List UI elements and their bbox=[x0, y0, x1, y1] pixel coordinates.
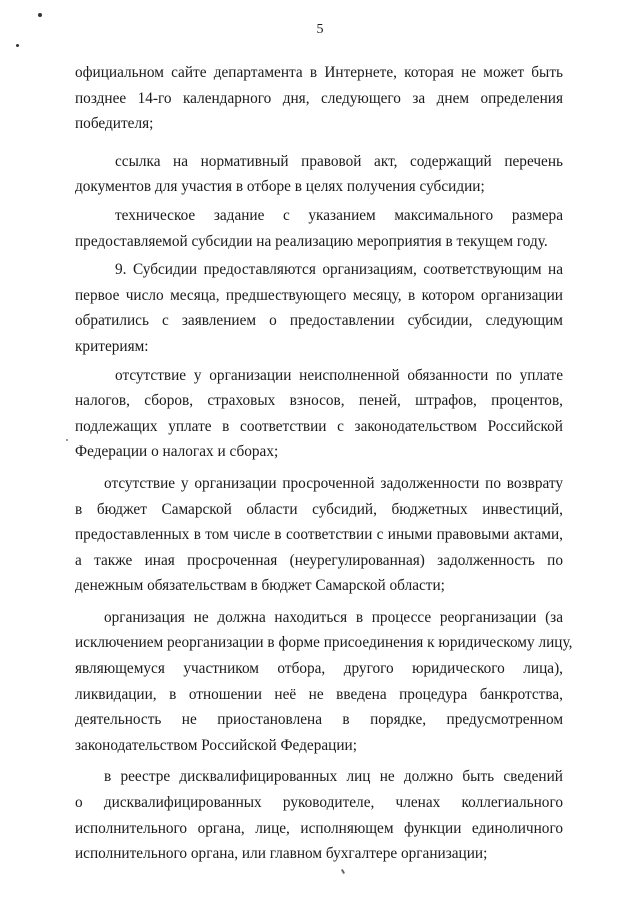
text-line: исполнительного органа, или главном бухгалтере организации; bbox=[75, 845, 488, 863]
text-line: Федерации о налогах и сборах; bbox=[75, 443, 279, 461]
text-line: 9. Субсидии предоставляются организациям, соответствующим на bbox=[115, 261, 563, 279]
text-line: а также иная просроченная (неурегулированная) задолженность по bbox=[75, 551, 563, 569]
text-line: являющемуся участником отбора, другого юридического лица), bbox=[75, 660, 563, 678]
text-line: организация не должна находиться в процессе реорганизации (за bbox=[104, 608, 563, 626]
text-line: налогов, сборов, страховых взносов, пеней, штрафов, процентов, bbox=[75, 392, 563, 410]
text-line: ликвидации, в отношении неё не введена процедура банкротства, bbox=[75, 685, 563, 703]
text-line: в реестре дисквалифицированных лиц не должно быть сведений bbox=[104, 768, 563, 786]
text-line: отсутствие у организации неисполненной обязанности по уплате bbox=[115, 366, 563, 384]
text-line: официальном сайте департамента в Интернете, которая не может быть bbox=[75, 64, 563, 81]
text-line: деятельность не приостановлена в порядке, предусмотренном bbox=[75, 711, 563, 729]
text-line: документов для участия в отборе в целях получения субсидии; bbox=[75, 178, 485, 196]
text-line: позднее 14-го календарного дня, следующего за днем определения bbox=[75, 89, 563, 107]
text-line: предоставленных в том числе в соответствии с иными правовыми актами, bbox=[75, 526, 563, 544]
text-line: о дисквалифицированных руководителе, членах коллегиального bbox=[75, 794, 563, 812]
paragraph bbox=[75, 257, 563, 359]
scan-speck bbox=[38, 13, 42, 17]
text-line: первое число месяца, предшествующего месяцу, в котором организации bbox=[75, 286, 563, 304]
text-line: отсутствие у организации просроченной задолженности по возврату bbox=[104, 474, 563, 492]
page-number: 5 bbox=[316, 22, 324, 37]
text-line: ссылка на нормативный правовой акт, содержащий перечень bbox=[115, 152, 563, 170]
body-text bbox=[75, 60, 573, 867]
paragraph bbox=[75, 764, 563, 866]
text-line: подлежащих уплате в соответствии с законодательством Российской bbox=[75, 417, 563, 435]
text-line: обратились с заявлением о предоставлении субсидии, следующим bbox=[75, 312, 563, 330]
paragraph bbox=[75, 605, 573, 759]
text-line: денежным обязательствам в бюджет Самарской области; bbox=[75, 577, 445, 595]
text-line: предоставляемой субсидии на реализацию мероприятия в текущем году. bbox=[75, 232, 548, 250]
paragraph bbox=[75, 60, 563, 137]
text-line: техническое задание с указанием максимального размера bbox=[115, 206, 563, 224]
scan-speck bbox=[341, 869, 345, 874]
text-line: исполнительного органа, лице, исполняющем функции единоличного bbox=[75, 819, 563, 837]
paragraph bbox=[75, 149, 563, 200]
paragraph bbox=[75, 203, 563, 254]
scan-speck bbox=[16, 44, 19, 47]
paragraph bbox=[75, 471, 563, 599]
paragraph bbox=[75, 363, 563, 465]
text-line: законодательством Российской Федерации; bbox=[75, 736, 357, 754]
text-line: в бюджет Самарской области субсидий, бюджетных инвестиций, bbox=[75, 500, 563, 518]
text-line: критериям: bbox=[75, 337, 149, 355]
scan-speck bbox=[66, 439, 68, 441]
text-line: исключением реорганизации в форме присоединения к юридическому лицу, bbox=[75, 634, 573, 652]
text-line: победителя; bbox=[75, 115, 154, 133]
